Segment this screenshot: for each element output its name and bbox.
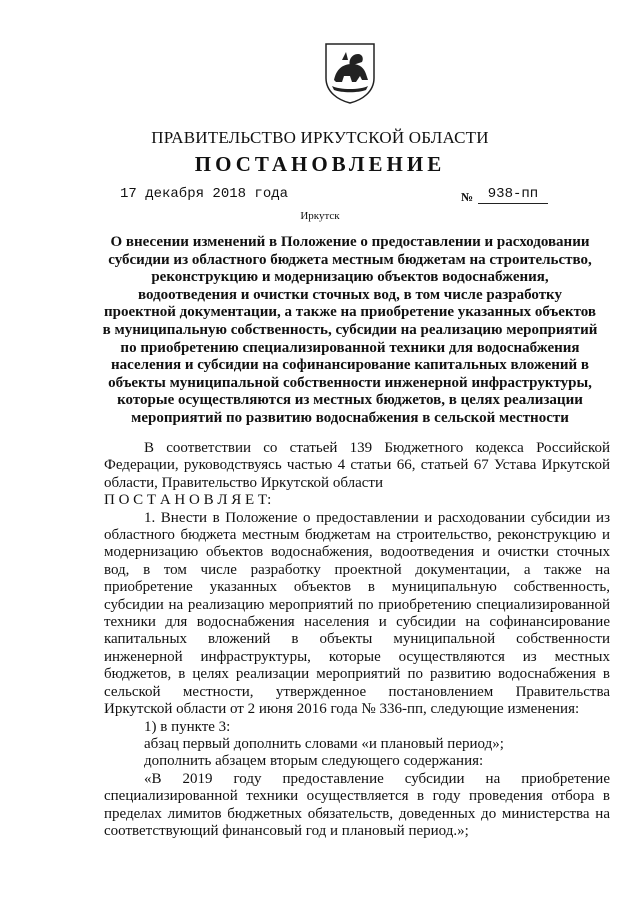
body-line: сельской местности, утвержденное постановлением Правительства <box>104 683 610 700</box>
irkutsk-coat-of-arms-icon <box>322 40 378 104</box>
title-line: по приобретению специализированной техники для водоснабжения <box>120 339 580 356</box>
body-line: субсидии на реализацию мероприятий по приобретению специализированной <box>104 596 610 613</box>
body-line: областного бюджета местным бюджетам на строительство, реконструкцию и <box>104 527 610 544</box>
body-line: 1. Внести в Положение о предоставлении и расходовании субсидии из <box>144 509 610 526</box>
number-sign: № <box>461 190 474 204</box>
body-line: В соответствии со статьей 139 Бюджетного кодекса Российской <box>144 440 610 456</box>
title-line: мероприятий по развитию водоснабжения в сельской местности <box>131 409 569 426</box>
title-line: которые осуществляются из местных бюджетов, в целях реализации <box>117 392 583 409</box>
document-body <box>104 440 610 840</box>
body-line: абзац первый дополнить словами «и плановый период»; <box>144 735 504 752</box>
document-type: ПОСТАНОВЛЕНИЕ <box>194 152 446 176</box>
title-line: в муниципальную собственность, субсидии на реализацию мероприятий <box>102 321 598 338</box>
title-line: проектной документации, а также на приобретение указанных объектов <box>103 304 597 321</box>
document-title <box>96 234 604 428</box>
body-line: бюджетов, в целях реализации мероприятий по развитию водоснабжения в <box>104 666 610 683</box>
title-line: населения и субсидии на софинансирование капитальных вложений в <box>110 357 590 374</box>
body-line: Иркутской области от 2 июня 2016 года № 336-пп, следующие изменения: <box>104 701 580 718</box>
body-line: вод, в том числе разработку проектной документации, а также на <box>104 561 610 578</box>
body-line: инженерной инфраструктуры, которые осуществляются из местных <box>104 648 610 665</box>
body-line: техники для водоснабжения населения и субсидии на софинансирование <box>104 614 610 631</box>
document-date: 17 декабря 2018 года <box>120 186 289 202</box>
body-line: приобретение указанных объектов в муниципальную собственность, <box>104 579 610 596</box>
city-name: Иркутск <box>300 210 340 222</box>
title-line: объекты муниципальной собственности инженерной инфраструктуры, <box>108 374 592 391</box>
resolves-heading: П О С Т А Н О В Л Я Е Т: <box>104 492 272 509</box>
body-line: Федерации, руководствуясь частью 4 статьи 66, статьей 67 Устава Иркутской <box>104 457 610 474</box>
body-line: пределах лимитов бюджетных обязательств, доведенных до министерства на <box>104 805 610 822</box>
title-line: водоотведения и очистки сточных вод, в том числе разработку <box>137 286 562 303</box>
body-line: дополнить абзацем вторым следующего содержания: <box>144 753 484 770</box>
body-line: соответствующий финансовый год и плановый период.»; <box>104 822 469 839</box>
title-line: субсидии из областного бюджета местным бюджетам на строительство, <box>108 251 592 268</box>
body-line: специализированной техники осуществляется в году проведения отбора в <box>104 788 610 805</box>
body-line: «В 2019 году предоставление субсидии на приобретение <box>144 770 610 787</box>
body-line: модернизацию объектов водоснабжения, водоотведения и очистки сточных <box>104 544 610 561</box>
body-line: капитальных вложений в объекты муниципальной собственности <box>104 631 610 648</box>
title-line: О внесении изменений в Положение о предоставлении и расходовании <box>110 234 590 250</box>
organization-name: ПРАВИТЕЛЬСТВО ИРКУТСКОЙ ОБЛАСТИ <box>151 128 489 147</box>
body-line: области, Правительство Иркутской области <box>104 474 383 491</box>
document-number: 938-пп <box>478 186 548 204</box>
body-line: 1) в пункте 3: <box>144 718 231 735</box>
title-line: реконструкцию и модернизацию объектов водоснабжения, <box>151 269 549 286</box>
